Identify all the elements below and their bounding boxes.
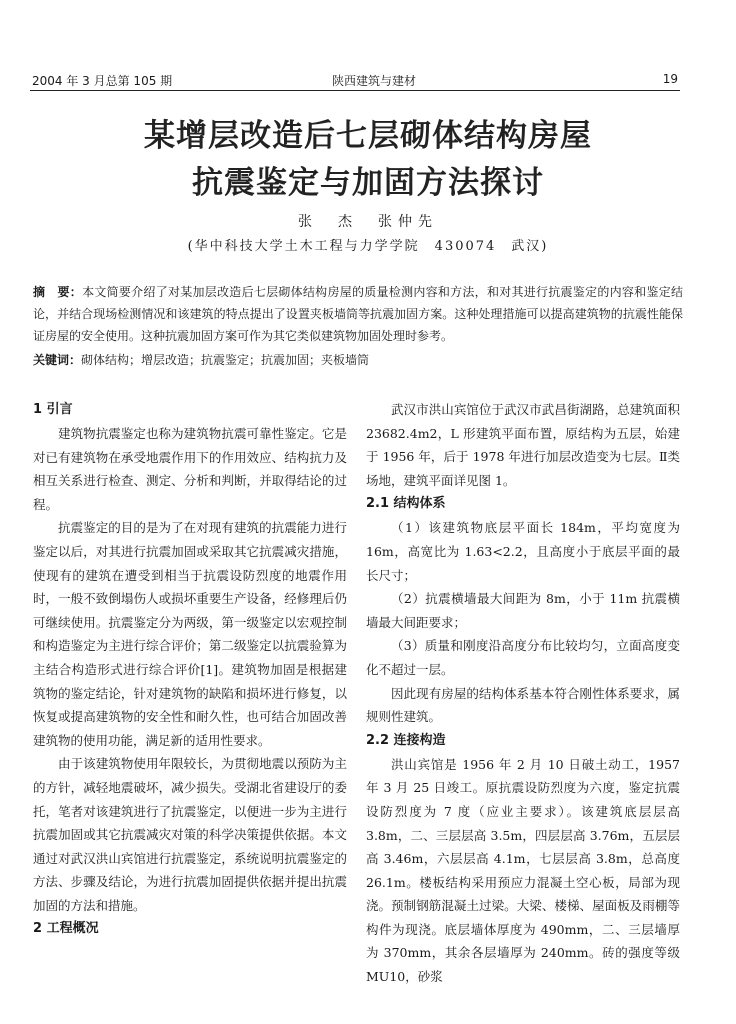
page-number: 19 [662,72,678,86]
abstract [33,281,683,347]
section-2-1-heading: 2.1 结构体系 [366,496,446,512]
paragraph: 抗震鉴定的目的是为了在对现有建筑的抗震能力进行鉴定以后，对其进行抗震加固或采取其它抗震减灾措施，使现有的建筑在遭受到相当于抗震设防烈度的地震作用时，一般不致倒塌伤人或损坏重要生产设备，经修理后仍可继续使用。抗震鉴定分为两级，第一级鉴定以宏观控制和构造鉴定为主进行综合评价；第二级鉴定以抗震验算为主结合构造形式进行综合评价[1]。建筑物加固是根据建筑物的鉴定结论，针对建筑物的缺陷和损坏进行修复，以恢复或提高建筑物的安全性和耐久性，也可结合加固改善建筑物的使用功能，满足新的适用性要求。 [33,520,347,748]
paragraph: 武汉市洪山宾馆位于武汉市武昌街湖路，总建筑面积 23682.4m2，L 形建筑平面布置，原结构为五层，始建于 1956 年，后于 1978 年进行加层改造变为七层。Ⅱ类场地，建筑平面详见图 1。 [366,402,680,488]
authors: 张 杰 张仲先 [298,214,438,230]
keywords-text: 砌体结构；增层改造；抗震鉴定；抗震加固；夹板墙筒 [81,353,370,367]
paragraph: 建筑物抗震鉴定也称为建筑物抗震可靠性鉴定。它是对已有建筑物在承受地震作用下的作用效应、结构抗力及相互关系进行检查、测定、分析和判断，并取得结论的过程。 [33,426,347,512]
keywords-label: 关键词： [33,353,82,367]
right-column [366,398,680,989]
journal-name: 陕西建筑与建材 [332,74,417,88]
keywords [33,349,683,371]
title-line-2: 抗震鉴定与加固方法探讨 [192,165,544,201]
running-header [30,68,680,91]
paragraph: （2）抗震横墙最大间距为 8m，小于 11m 抗震横墙最大间距要求； [366,591,680,630]
section-1-heading: 1 引言 [33,402,73,417]
paragraph: 因此现有房屋的结构体系基本符合刚性体系要求，属规则性建筑。 [366,685,680,725]
paragraph: 由于该建筑物使用年限较长，为贯彻地震以预防为主的方针，减轻地震破坏，减少损失。受湖北省建设厅的委托，笔者对该建筑进行了抗震鉴定，以便进一步为主进行抗震加固或其它抗震减灾对策的科学决策提供依据。本文通过对武汉洪山宾馆进行抗震鉴定，系统说明抗震鉴定的方法、步骤及结论，为进行抗震加固提供依据并提出抗震加固的方法和措施。 [33,756,347,913]
paragraph: （1）该建筑物底层平面长 184m，平均宽度为 16m，高宽比为 1.63<2.2，且高度小于底层平面的最长尺寸； [366,520,680,583]
affiliation: (华中科技大学土木工程与力学学院 430074 武汉) [187,239,549,254]
issue-info: 2004 年 3 月总第 105 期 [32,74,173,88]
title-line-1: 某增层改造后七层砌体结构房屋 [144,118,592,154]
paragraph: 洪山宾馆是 1956 年 2 月 10 日破土动工，1957 年 3 月 25 日竣工。原抗震设防烈度为六度，鉴定抗震设防烈度为 7 度（应业主要求）。该建筑底层层高 3.8m，二、三层层高 3.5m，四层层高 3.76m，五层层高 3.46m，六层层高 4.1m，七层层高 3.8m，总高度 26.1m。楼板结构采用预应力混凝土空心板，局部为现浇。预制钢筋混凝土过梁。大梁、楼梯、屋面板及雨棚等构件为现浇。底层墙体厚度为 490mm，二、三层墙厚为 370mm，其余各层墙厚为 240mm。砖的强度等级 MU10，砂浆 [366,756,680,985]
section-2-2-heading: 2.2 连接构造 [366,732,446,748]
paragraph: （3）质量和刚度沿高度分布比较均匀，立面高度变化不超过一层。 [366,638,680,677]
section-2-heading: 2 工程概况 [33,921,99,937]
left-column [33,398,347,941]
abstract-text: 本文简要介绍了对某加层改造后七层砌体结构房屋的质量检测内容和方法，和对其进行抗震鉴定的内容和鉴定结论，并结合现场检测情况和该建筑的特点提出了设置夹板墙筒等抗震加固方案。这种处理措施可以提高建筑物的抗震性能保证房屋的安全使用。这种抗震加固方案可作为其它类似建筑物加固处理时参考。 [33,285,683,343]
abstract-label: 摘 要： [33,285,83,299]
